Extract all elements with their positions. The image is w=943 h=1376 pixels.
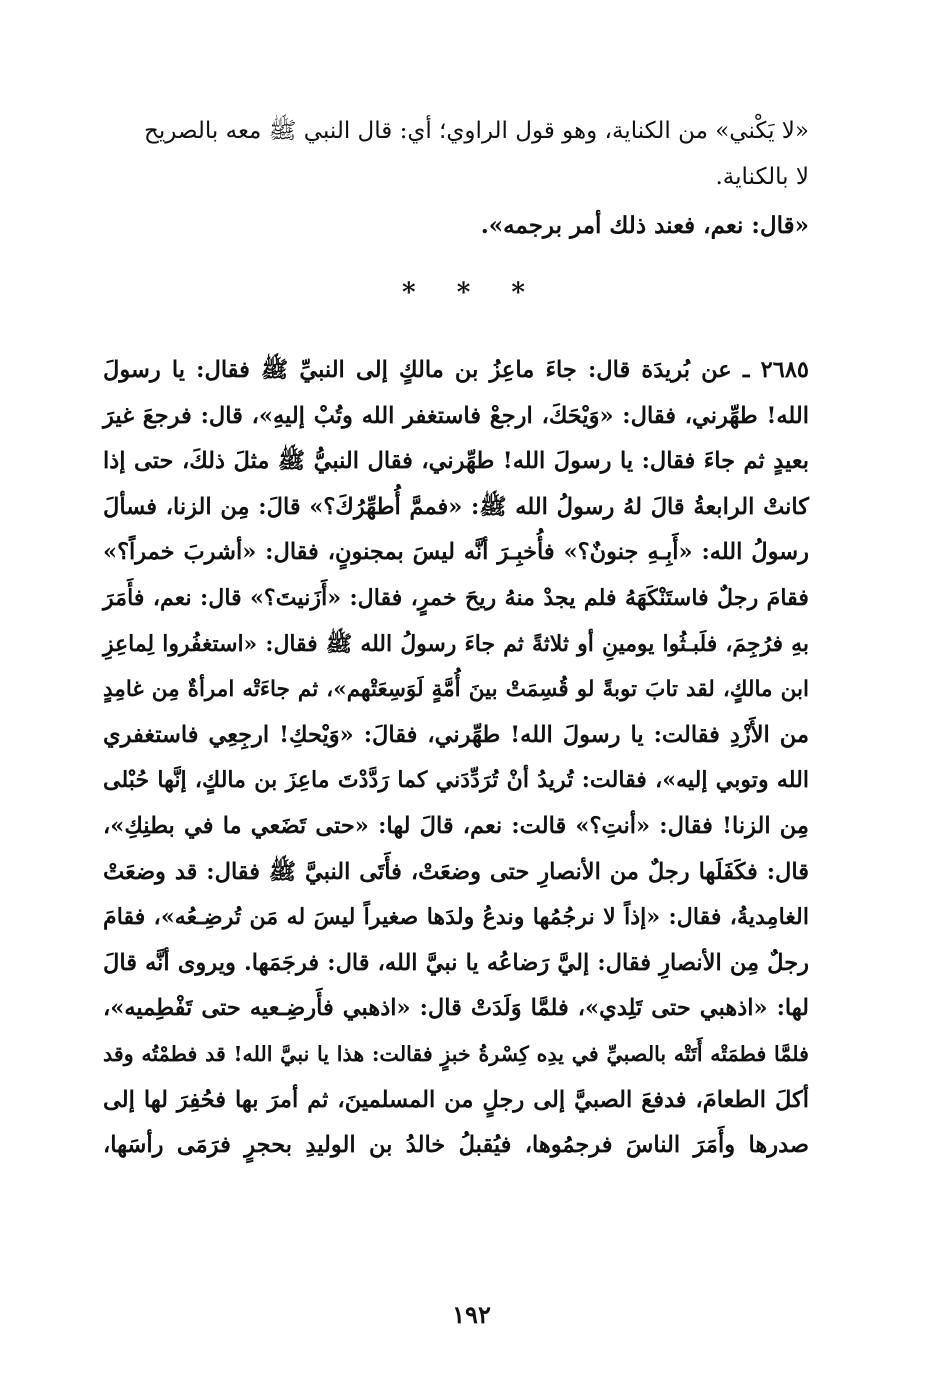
hadith-line: ٢٦٨٥ ـ عن بُريدَة قال: جاءَ ماعِزُ بن مالكٍ إلى النبيِّ ﷺ فقال: يا رسولَ bbox=[103, 357, 809, 383]
hadith-line: الله وتوبي إليه»، فقالت: تُريدُ أنْ تُرَدِّدَني كما رَدَّدْتَ ماعِزَ بن مالكٍ، إنَّها حُبْلى bbox=[103, 767, 809, 794]
commentary-line: لا بالكناية. bbox=[715, 164, 809, 190]
hadith-line: فقامَ رجلٌ فاستَنْكَهَهُ فلم يجدْ منهُ ريحَ خمرٍ، فقال: «أَزَنيتَ؟» قال: نعم، فأَمَرَ bbox=[103, 584, 809, 611]
hadith-line: مِن الزنا! فقال: «أنتِ؟» قالت: نعم، قالَ لها: «حتى تَضَعي ما في بطنِكِ»، bbox=[103, 812, 809, 839]
commentary-line: «لا يَكْني» من الكناية، وهو قول الراوي؛ أي: قال النبي ﷺ معه بالصريح bbox=[144, 118, 809, 144]
section-separator: * * * bbox=[402, 278, 541, 308]
quoted-text: «قال: نعم، فعند ذلك أمر برجمه». bbox=[480, 212, 809, 239]
hadith-line: فلمَّا فطمَتْه أَتَتْه بالصبيِّ في يدِه كِسْرةُ خبزٍ فقالت: هذا يا نبيَّ الله! قد فطمْتُه وقد bbox=[103, 1041, 809, 1066]
hadith-line: لها: «اذهبي حتى تَلِدي»، فلمَّا وَلَدَتْ قال: «اذهبي فأَرضِـعيه حتى تَفْطِميه»، bbox=[103, 995, 809, 1022]
hadith-line: ابن مالكٍ، لقد تابَ توبةً لو قُسِمَتْ بينَ أُمَّةٍ لَوَسِعَتْهم»، ثم جاءَتْه امرأةٌ مِن غامِدٍ bbox=[103, 677, 809, 703]
hadith-line: كانتْ الرابعةُ قالَ لهُ رسولُ الله ﷺ: «فممَّ أُطهِّرُكَ؟» قالَ: مِن الزنا، فسألَ bbox=[103, 493, 809, 520]
page-number: ١٩٢ bbox=[452, 1300, 491, 1329]
commentary-paragraph bbox=[103, 108, 809, 200]
hadith-line: الله! طهِّرني، فقال: «وَيْحَكَ، ارجعْ فاستغفر الله وتُبْ إليهِ»، قال: فرجعَ غيرَ bbox=[103, 402, 809, 429]
hadith-line: قال: فكَفَلَها رجلٌ من الأنصارِ حتى وضعَتْ، فأَتَى النبيَّ ﷺ فقال: قد وضعَتْ bbox=[103, 858, 809, 885]
hadith-line: الغامِديةُ، فقال: «إذاً لا نرجُمُها وندعُ ولدَها صغيراً ليسَ له مَن تُرضِـعُه»، فقامَ bbox=[103, 904, 809, 931]
hadith-paragraph bbox=[103, 348, 809, 1169]
hadith-line: بعيدٍ ثم جاءَ فقال: يا رسولَ الله! طهِّرني، فقال النبيُّ ﷺ مثلَ ذلكَ، حتى إذا bbox=[103, 448, 809, 475]
hadith-line: أكلَ الطعامَ، فدفعَ الصبيَّ إلى رجلٍ من المسلمينَ، ثم أمرَ بها فحُفِرَ لها إلى bbox=[103, 1086, 809, 1113]
hadith-line: بهِ فرُجِمَ، فلَبـثُوا يومينِ أو ثلاثةً ثم جاءَ رسولُ الله ﷺ فقال: «استغفُروا لِماعِزِ bbox=[103, 630, 809, 657]
hadith-line: رسولُ الله: «أَبِـهِ جنونٌ؟» فأُخبِـرَ أنَّه ليسَ بمجنونٍ، فقال: «أشربَ خمراً؟» bbox=[103, 539, 809, 566]
hadith-line: رجلٌ مِن الأنصارِ فقال: إليَّ رَضاعُه يا نبيَّ الله، قال: فرجَمَها. ويروى أنَّه قالَ bbox=[103, 949, 809, 976]
hadith-line: من الأَزْدِ فقالت: يا رسولَ الله! طهِّرني، فقالَ: «وَيْحكِ! ارجِعِي فاستغفري bbox=[103, 721, 809, 748]
hadith-line: صدرها وأَمَرَ الناسَ فرجمُوها، فيُقبلُ خالدُ بن الوليدِ بحجرٍ فرَمَى رأسَها، bbox=[103, 1132, 809, 1159]
